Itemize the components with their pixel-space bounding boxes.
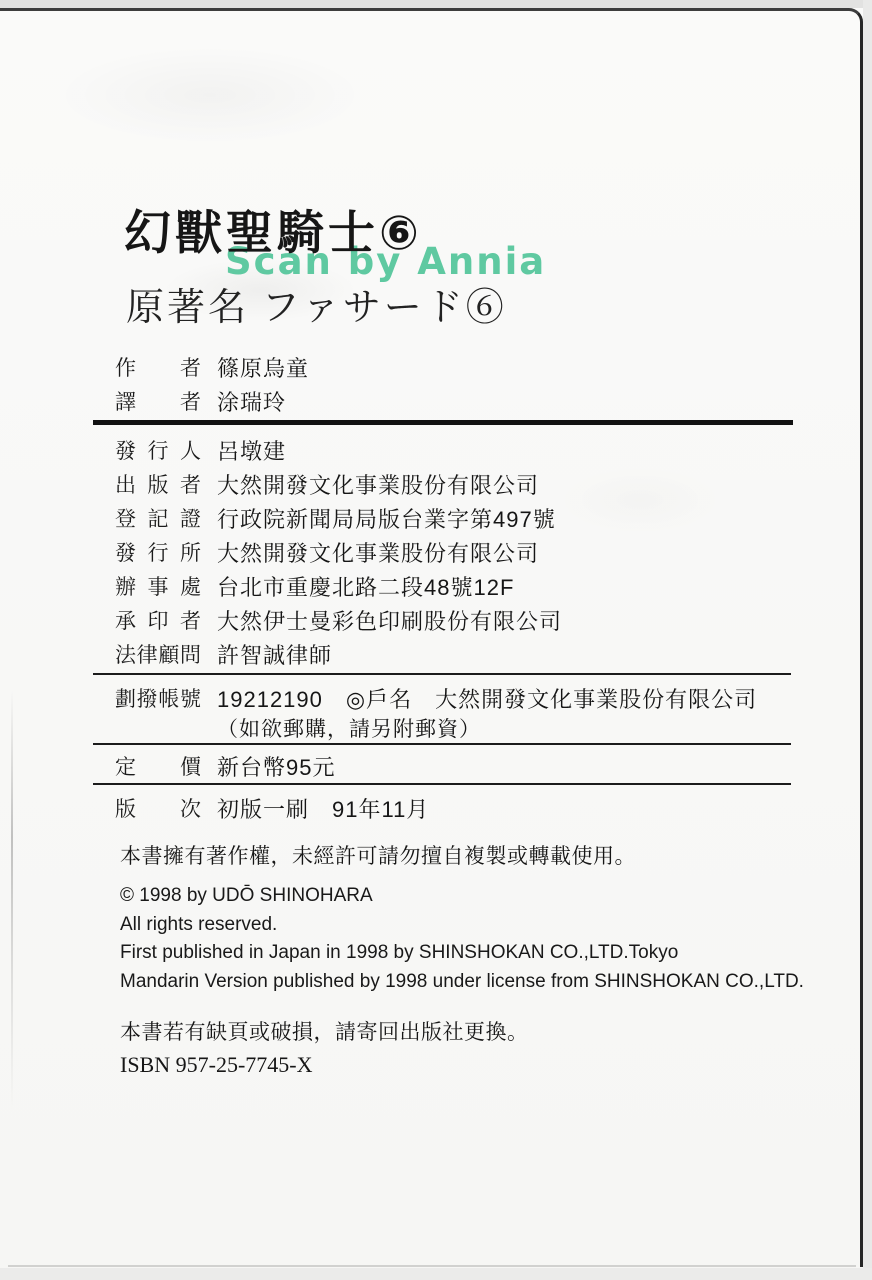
scan-right-gutter <box>863 0 872 1280</box>
scan-bottom-gutter <box>0 1268 872 1280</box>
office-address-value: 台北市重慶北路二段48號12F <box>217 574 515 600</box>
edition-value: 初版一刷 91年11月 <box>217 796 430 822</box>
postal-account-value: 19212190 ◎戶名 大然開發文化事業股份有限公司 <box>217 686 758 712</box>
legal-advisor-label: 法律顧問 <box>115 644 201 667</box>
translator-value: 涂瑞玲 <box>217 389 287 415</box>
scan-top-gutter <box>0 0 872 8</box>
registration-label: 登記證 <box>115 508 201 531</box>
legal-advisor-value: 許智誠律師 <box>217 642 333 668</box>
credit-row-author <box>115 350 815 384</box>
copyright-line-1: © 1998 by UDŌ SHINOHARA <box>120 885 373 906</box>
issuing-office-value: 大然開發文化事業股份有限公司 <box>217 540 540 566</box>
printer-value: 大然伊士曼彩色印刷股份有限公司 <box>217 608 563 634</box>
divider-thick <box>93 420 793 425</box>
printer-label: 承印者 <box>115 610 201 633</box>
postal-note-row <box>115 715 815 741</box>
book-title: 幻獸聖騎士⑥ <box>124 206 423 259</box>
copyright-block <box>120 840 804 996</box>
pub-row-issuing-office <box>115 535 815 569</box>
registration-value: 行政院新聞局局版台業字第497號 <box>217 506 556 532</box>
divider-thin-3 <box>93 783 791 785</box>
pub-row-publisher-person <box>115 433 815 467</box>
credit-row-translator <box>115 384 815 418</box>
postal-account-label: 劃撥帳號 <box>115 688 201 711</box>
publisher-person-value: 呂墩建 <box>217 438 287 464</box>
author-label: 作者 <box>115 357 201 380</box>
pub-row-publisher-company <box>115 467 815 501</box>
publisher-company-label: 出版者 <box>115 474 201 497</box>
isbn: ISBN 957-25-7745-X <box>120 1052 313 1077</box>
pub-row-registration <box>115 501 815 535</box>
publisher-person-label: 發行人 <box>115 440 201 463</box>
edition-row <box>115 791 815 825</box>
edition-label: 版次 <box>115 798 201 821</box>
postal-account-row <box>115 681 815 715</box>
price-value: 新台幣95元 <box>217 754 336 780</box>
issuing-office-label: 發行所 <box>115 542 201 565</box>
divider-thin-2 <box>93 743 791 745</box>
translator-label: 譯者 <box>115 391 201 414</box>
pub-row-legal-advisor <box>115 637 815 671</box>
copyright-line-2: All rights reserved. <box>120 913 278 935</box>
page-crease <box>11 690 13 1110</box>
price-label: 定價 <box>115 756 201 779</box>
author-value: 篠原烏童 <box>217 355 310 381</box>
copyright-line-4: Mandarin Version published by 1998 under license from SHINSHOKAN CO.,LTD. <box>120 970 804 992</box>
publisher-company-value: 大然開發文化事業股份有限公司 <box>217 472 540 498</box>
pub-row-office-address <box>115 569 815 603</box>
copyright-notice-zh: 本書擁有著作權，未經許可請勿擅自複製或轉載使用。 <box>120 845 636 868</box>
copyright-line-3: First published in Japan in 1998 by SHINSHOKAN CO.,LTD.Tokyo <box>120 942 679 963</box>
footer-block <box>120 1016 529 1078</box>
divider-thin-1 <box>93 673 791 675</box>
scanner-watermark: Scan by Annia <box>225 240 547 283</box>
office-address-label: 辦事處 <box>115 576 201 599</box>
colophon-table <box>115 350 815 825</box>
pub-row-printer <box>115 603 815 637</box>
price-row <box>115 751 815 781</box>
return-notice: 本書若有缺頁或破損，請寄回出版社更換。 <box>120 1021 529 1044</box>
page-bottom-edge <box>8 1265 856 1267</box>
postal-note: （如欲郵購，請另附郵資） <box>217 718 481 741</box>
original-title: 原著名 ファサード⑥ <box>126 287 507 329</box>
